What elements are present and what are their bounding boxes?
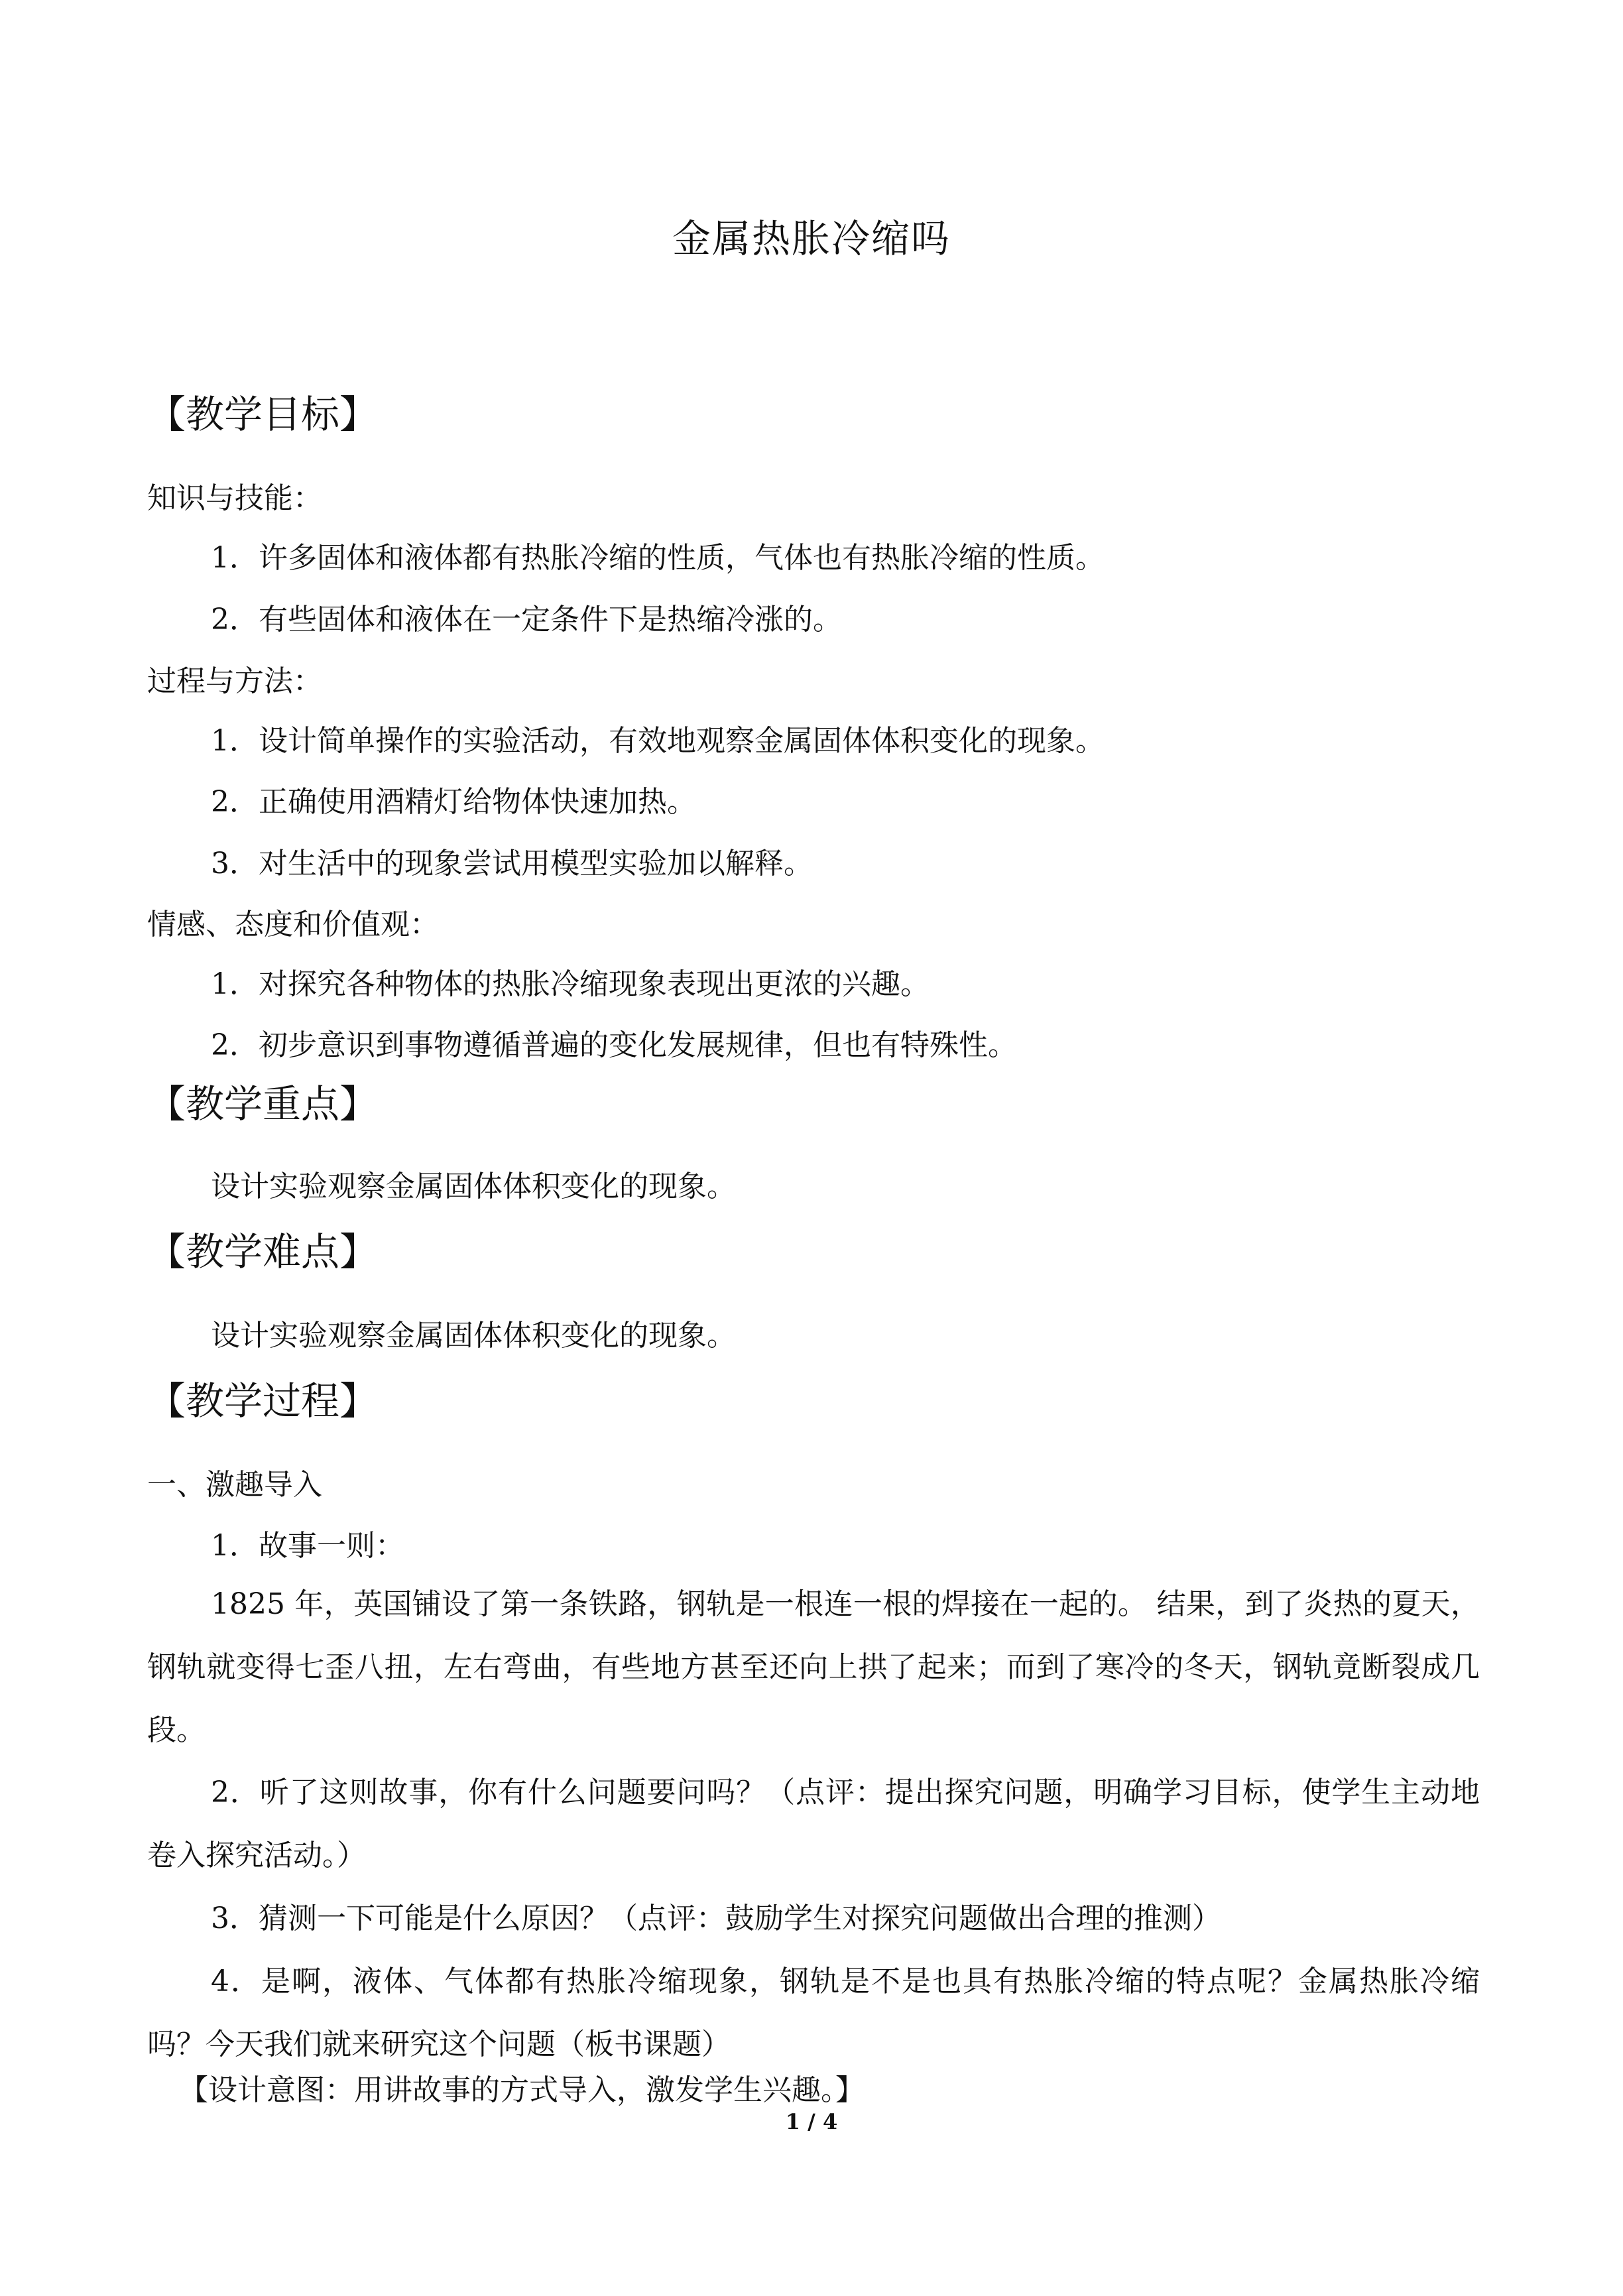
section-heading-key-point: 【教学重点】: [147, 1081, 379, 1126]
part-label-intro: 一、激趣导入: [147, 1468, 322, 1502]
question-paragraph: 3．猜测一下可能是什么原因？（点评：鼓励学生对探究问题做出合理的推测）: [211, 1902, 1221, 1935]
difficulty-text: 设计实验观察金属固体体积变化的现象。: [211, 1319, 736, 1353]
section-heading-process: 【教学过程】: [147, 1378, 379, 1423]
story-paragraph: 1825 年，英国铺设了第一条铁路，钢轨是一根连一根的焊接在一起的。 结果，到了炎热的夏天，钢轨就变得七歪八扭，左右弯曲，有些地方甚至还向上拱了起来；而到了寒冷的冬天，钢轨竟断裂成几段。: [147, 1587, 1480, 1747]
question-paragraph: 2．听了这则故事，你有什么问题要问吗？（点评：提出探究问题，明确学习目标，使学生主动地卷入探究活动。）: [147, 1776, 1480, 1872]
list-item: 2．正确使用酒精灯给物体快速加热。: [211, 785, 696, 819]
section-heading-difficulty: 【教学难点】: [147, 1229, 379, 1274]
page-number: 1 / 4: [785, 2109, 838, 2134]
section-heading-objectives: 【教学目标】: [147, 392, 379, 437]
list-item: 2．有些固体和液体在一定条件下是热缩冷涨的。: [211, 603, 842, 636]
list-item: 1．许多固体和液体都有热胀冷缩的性质，气体也有热胀冷缩的性质。: [211, 541, 1105, 575]
subsection-label-process: 过程与方法：: [147, 664, 322, 698]
document-title: 金属热胀冷缩吗: [672, 216, 951, 261]
list-item: 1．对探究各种物体的热胀冷缩现象表现出更浓的兴趣。: [211, 967, 930, 1001]
list-item: 3．对生活中的现象尝试用模型实验加以解释。: [211, 847, 813, 880]
design-intent-note: 【设计意图：用讲故事的方式导入，激发学生兴趣。】: [179, 2073, 865, 2107]
key-point-text: 设计实验观察金属固体体积变化的现象。: [211, 1170, 736, 1203]
question-paragraph: 4．是啊，液体、气体都有热胀冷缩现象，钢轨是不是也具有热胀冷缩的特点呢？金属热胀冷缩吗？今天我们就来研究这个问题（板书课题）: [147, 1964, 1480, 2061]
list-item: 2．初步意识到事物遵循普遍的变化发展规律，但也有特殊性。: [211, 1028, 1017, 1062]
subsection-label-emotion: 情感、态度和价值观：: [147, 908, 439, 941]
subsection-label-knowledge: 知识与技能：: [147, 481, 322, 515]
story-label: 1．故事一则：: [211, 1529, 404, 1563]
list-item: 1．设计简单操作的实验活动，有效地观察金属固体体积变化的现象。: [211, 724, 1105, 758]
